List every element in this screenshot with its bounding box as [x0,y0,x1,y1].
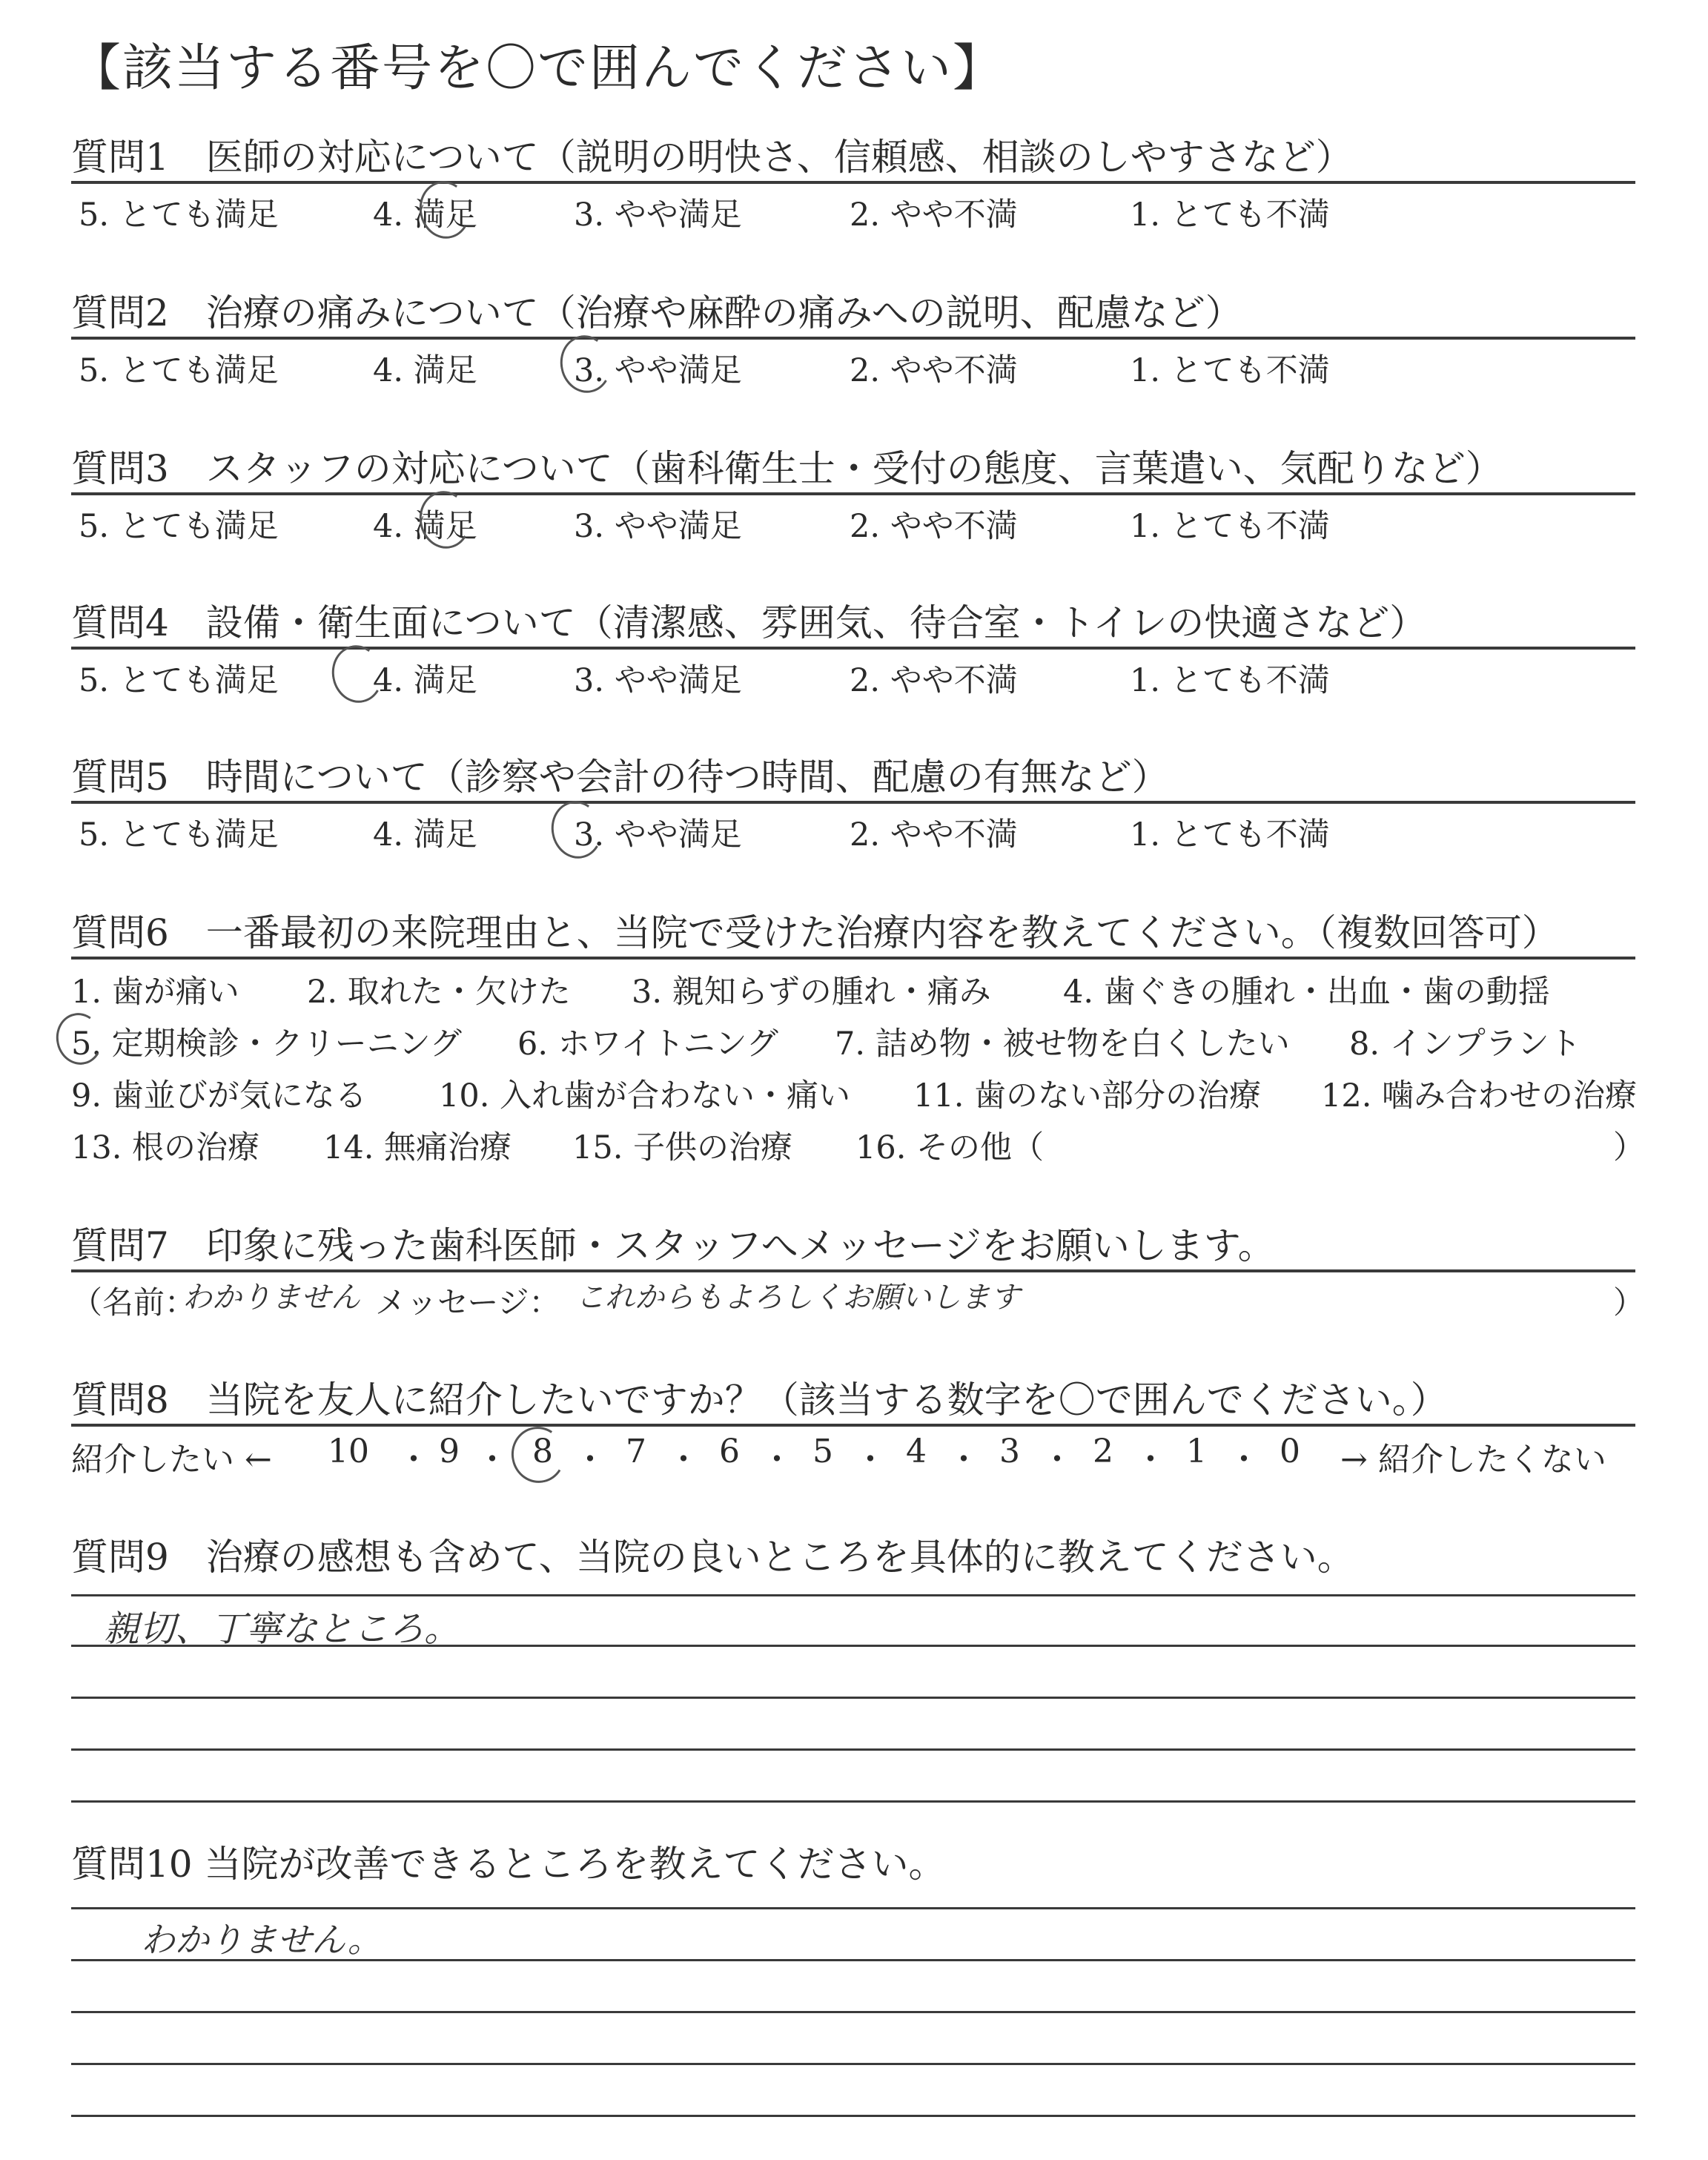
question-title: 質問10 当院が改善できるところを教えてください。 [71,1843,946,1886]
question-title: 質問3 スタッフの対応について（歯科衛生士・受付の態度、言葉遣い、気配りなど） [71,447,1503,490]
question-title: 質問4 設備・衛生面について（清潔感、雰囲気、待合室・トイレの快適さなど） [71,601,1427,644]
q6-options [71,960,1645,1175]
rating-options [71,650,1635,701]
q7-message-label: メッセージ： [375,1284,560,1321]
q8-left-label: 紹介したい ← [71,1441,272,1479]
question-title: 質問7 印象に残った歯科医師・スタッフへメッセージをお願いします。 [71,1224,1275,1267]
option-3[interactable]: 3. やや満足 [574,508,742,545]
option-2[interactable]: 2. やや不満 [850,816,1018,853]
q9-answer[interactable]: 親切、丁寧なところ。 [104,1608,460,1650]
question-4 [71,599,1635,701]
option-5[interactable]: 5. とても満足 [79,508,279,545]
rating-options [71,495,1635,547]
question-10 [71,1840,1635,1888]
answer-line [71,2063,1635,2065]
answer-line [71,1800,1635,1803]
rating-options [71,804,1635,856]
option-1[interactable]: 1. とても不満 [1130,662,1330,699]
option-4[interactable]: 4. 満足 [373,196,477,234]
scale-sep: ・ [1228,1441,1260,1479]
option-1[interactable]: 1. とても不満 [1130,508,1330,545]
q6-item[interactable]: 13. 根の治療 [71,1129,260,1166]
scale-sep: ・ [947,1441,980,1479]
q7-message[interactable]: これからもよろしくお願いします [575,1281,1020,1315]
answer-line [71,1594,1635,1596]
q6-item[interactable]: 14. 無痛治療 [323,1129,512,1166]
q6-item[interactable]: 2. 取れた・欠けた [307,974,571,1011]
answer-line [71,2011,1635,2013]
scale-2[interactable]: 2 [1093,1433,1113,1470]
q7-answer-row [71,1272,1645,1324]
scale-1[interactable]: 1 [1186,1433,1207,1470]
q6-item[interactable]: 9. 歯並びが気になる [71,1077,367,1114]
q8-scale-row [71,1427,1635,1479]
scale-sep: ・ [574,1441,606,1479]
option-1[interactable]: 1. とても不満 [1130,816,1330,853]
option-5[interactable]: 5. とても満足 [79,816,279,853]
question-title: 質問2 治療の痛みについて（治療や麻酔の痛みへの説明、配慮など） [71,291,1242,334]
question-title: 質問9 治療の感想も含めて、当院の良いところを具体的に教えてください。 [71,1536,1354,1579]
scale-4[interactable]: 4 [906,1433,927,1470]
scale-6[interactable]: 6 [719,1433,740,1470]
answer-line [71,1697,1635,1699]
option-3[interactable]: 3. やや満足 [574,662,742,699]
option-2[interactable]: 2. やや不満 [850,352,1018,389]
close-paren: ） [1613,1129,1645,1166]
q6-item[interactable]: 15. 子供の治療 [572,1129,793,1166]
q6-item[interactable]: 1. 歯が痛い [71,974,239,1011]
rating-options [71,340,1635,392]
question-title: 質問5 時間について（診察や会計の待つ時間、配慮の有無など） [71,756,1169,799]
q8-right-label: → 紹介したくない [1340,1441,1606,1479]
question-title: 質問6 一番最初の来院理由と、当院で受けた治療内容を教えてください。（複数回答可） [71,911,1559,954]
option-4[interactable]: 4. 満足 [373,662,477,699]
scale-sep: ・ [1041,1441,1073,1479]
question-6 [71,909,1645,1175]
q6-item[interactable]: 4. 歯ぐきの腫れ・出血・歯の動揺 [1063,974,1550,1011]
scale-7[interactable]: 7 [626,1433,646,1470]
option-4[interactable]: 4. 満足 [373,508,477,545]
answer-line [71,1645,1635,1647]
option-5[interactable]: 5. とても満足 [79,196,279,234]
question-8 [71,1376,1635,1479]
option-2[interactable]: 2. やや不満 [850,662,1018,699]
rating-options [71,184,1635,236]
option-2[interactable]: 2. やや不満 [850,508,1018,545]
question-title: 質問8 当院を友人に紹介したいですか？（該当する数字を〇で囲んでください。） [71,1378,1448,1421]
question-9 [71,1533,1635,1581]
scale-sep: ・ [1134,1441,1167,1479]
page-header: 【該当する番号を〇で囲んでください】 [70,39,1005,98]
question-5 [71,753,1635,856]
scale-5[interactable]: 5 [812,1433,833,1470]
question-2 [71,289,1635,392]
q7-prefix: （名前： [71,1284,196,1321]
option-4[interactable]: 4. 満足 [373,816,477,853]
question-1 [71,133,1635,236]
question-3 [71,445,1635,547]
option-5[interactable]: 5. とても満足 [79,352,279,389]
scale-sep: ・ [761,1441,793,1479]
q7-name[interactable]: わかりません [182,1281,360,1315]
option-2[interactable]: 2. やや不満 [850,196,1018,234]
question-7 [71,1222,1645,1324]
scale-9[interactable]: 9 [439,1433,460,1470]
close-paren: ） [1613,1284,1645,1321]
option-3[interactable]: 3. やや満足 [574,352,742,389]
scale-0[interactable]: 0 [1280,1433,1300,1470]
scale-sep: ・ [854,1441,887,1479]
option-4[interactable]: 4. 満足 [373,352,477,389]
answer-line [71,1959,1635,1961]
q10-answer[interactable]: わかりません。 [141,1920,382,1960]
option-5[interactable]: 5. とても満足 [79,662,279,699]
answer-line [71,2115,1635,2117]
scale-3[interactable]: 3 [999,1433,1020,1470]
q6-item[interactable]: 5. 定期検診・クリーニング [71,1025,462,1063]
q6-item[interactable]: 16. その他（ [855,1129,1045,1166]
q6-item[interactable]: 6. ホワイトニング [517,1025,778,1063]
answer-line [71,1907,1635,1909]
option-3[interactable]: 3. やや満足 [574,196,742,234]
answer-line [71,1748,1635,1751]
option-1[interactable]: 1. とても不満 [1130,196,1330,234]
option-3[interactable]: 3. やや満足 [574,816,742,853]
selection-circle [506,1421,570,1487]
q6-item[interactable]: 11. 歯のない部分の治療 [913,1077,1262,1114]
scale-10[interactable]: 10 [328,1433,369,1470]
question-title: 質問1 医師の対応について（説明の明快さ、信頼感、相談のしやすさなど） [71,136,1353,179]
scale-8[interactable]: 8 [532,1433,553,1470]
scale-sep: ・ [397,1441,430,1479]
q6-item[interactable]: 7. 詰め物・被せ物を白くしたい [835,1025,1290,1063]
q6-item[interactable]: 12. 噛み合わせの治療 [1321,1077,1638,1114]
q6-item[interactable]: 8. インプラント [1349,1025,1581,1063]
q6-item[interactable]: 10. 入れ歯が合わない・痛い [439,1077,851,1114]
scale-sep: ・ [476,1441,509,1479]
scale-sep: ・ [667,1441,700,1479]
option-1[interactable]: 1. とても不満 [1130,352,1330,389]
q6-item[interactable]: 3. 親知らずの腫れ・痛み [632,974,991,1011]
